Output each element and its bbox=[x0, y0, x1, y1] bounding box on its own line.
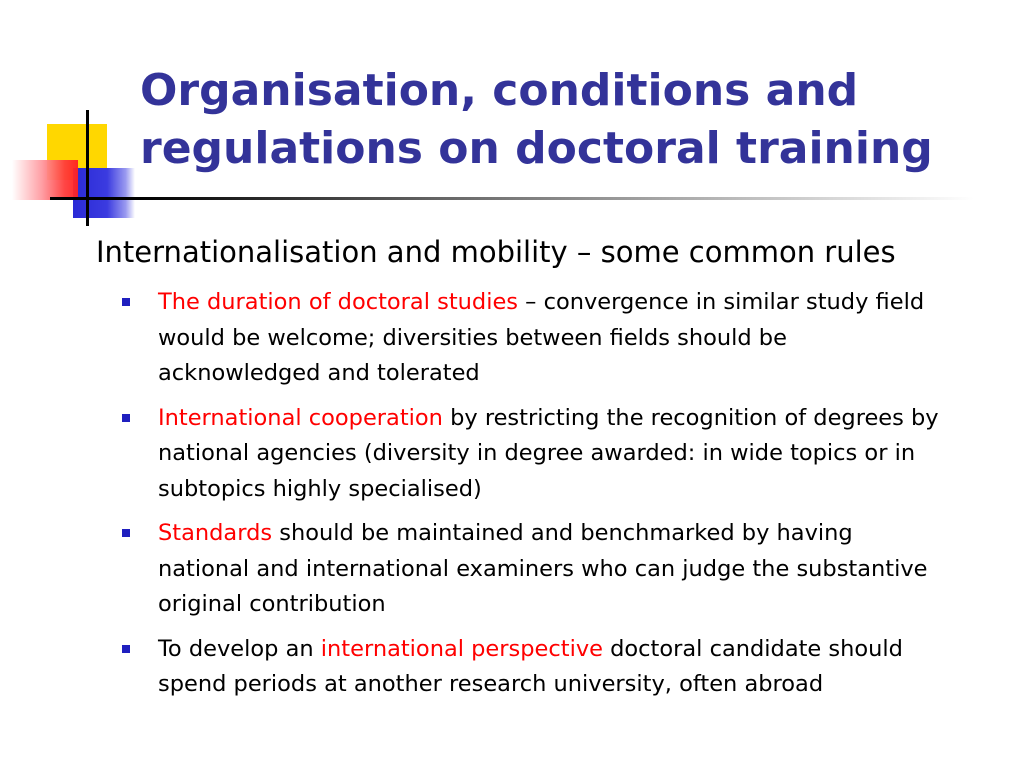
logo-vertical-line bbox=[86, 110, 89, 226]
logo-horizontal-line bbox=[50, 197, 88, 200]
title-underline bbox=[86, 197, 974, 200]
bullet-highlight: The duration of doctoral studies bbox=[158, 289, 519, 315]
bullet-text-after: should be maintained and benchmarked by having national and international examiners who can judge the substantive original contribution bbox=[158, 520, 928, 617]
bullet-item-cooperation bbox=[118, 401, 948, 508]
logo-blue-square bbox=[73, 168, 135, 218]
bullet-highlight: international perspective bbox=[320, 635, 603, 662]
bullet-item-perspective bbox=[118, 632, 948, 703]
bullet-square-icon bbox=[122, 414, 130, 422]
bullet-square-icon bbox=[122, 645, 130, 653]
slide-title-line-2: regulations on doctoral training bbox=[140, 123, 933, 174]
slide-title-line-1: Organisation, conditions and bbox=[140, 65, 859, 116]
bullet-square-icon bbox=[122, 298, 130, 306]
slide-subheading: Internationalisation and mobility – some common rules bbox=[96, 235, 896, 269]
logo-red-bar bbox=[12, 160, 78, 200]
bullet-text-after: by restricting the recognition of degrees by national agencies (diversity in degree awarded: in wide topics or in subtopics highly specialised) bbox=[158, 404, 939, 502]
bullet-text-before: To develop an bbox=[158, 635, 321, 662]
bullet-highlight: Standards bbox=[158, 520, 273, 546]
decorative-logo-icon bbox=[0, 0, 150, 240]
bullet-list bbox=[118, 285, 948, 712]
bullet-square-icon bbox=[122, 529, 130, 537]
bullet-item-standards bbox=[118, 516, 948, 623]
bullet-text-after: – convergence in similar study field would be welcome; diversities between fields should be acknowledged and tolerated bbox=[158, 289, 925, 386]
bullet-text-after: doctoral candidate should spend periods at another research university, often abroad bbox=[158, 635, 903, 697]
bullet-highlight: International cooperation bbox=[158, 404, 443, 431]
slide-title bbox=[140, 62, 1000, 178]
bullet-item-duration bbox=[118, 285, 948, 392]
